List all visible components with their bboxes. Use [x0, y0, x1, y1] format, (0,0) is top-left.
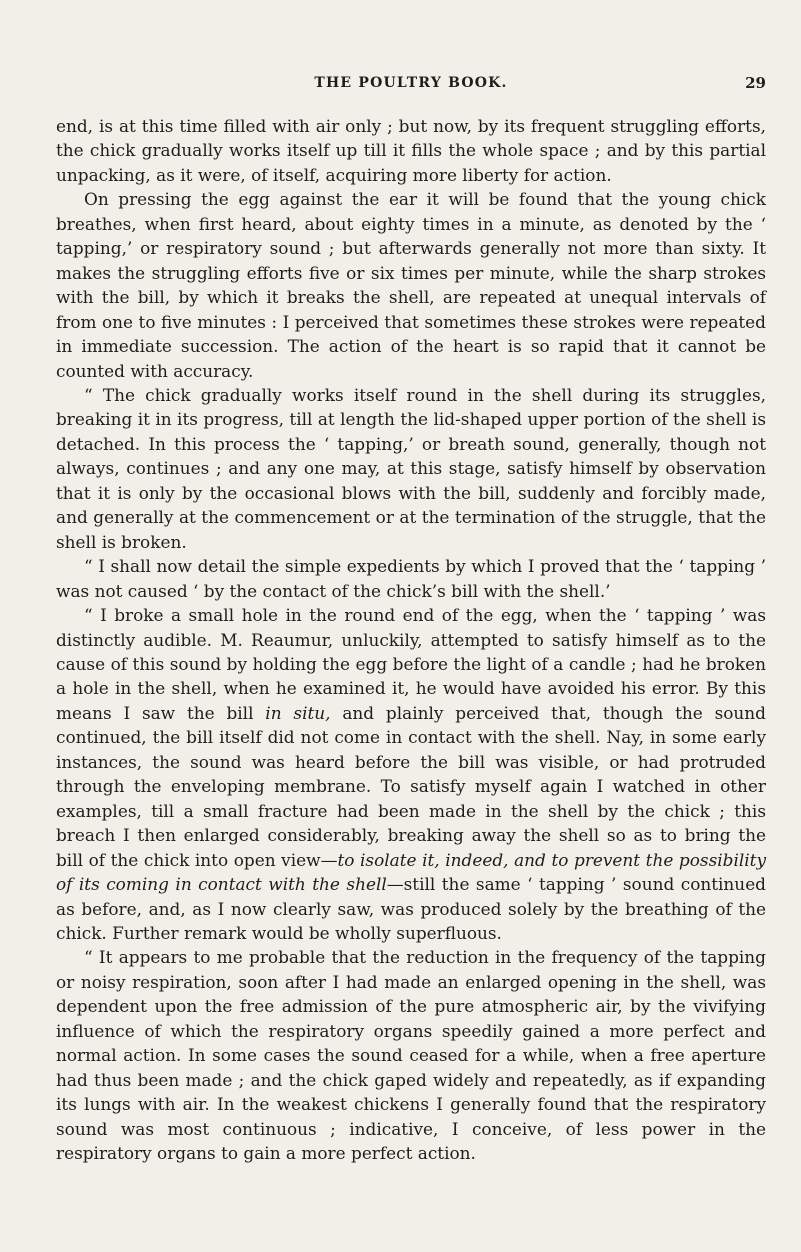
running-title: THE POULTRY BOOK. — [314, 75, 508, 91]
paragraph-breathing: On pressing the egg against the ear it will be found that the young chick breathes, when first heard, about eighty times in a minute, as denoted by the ‘ tapping,’ or respiratory sound ; but afterwards generally not more than sixty. It makes the struggling efforts five or six times per minute, while the sharp strokes with the bill, by which it breaks the shell, are repeated at unequal intervals of from one to five minutes : I perceived that sometimes these strokes were repeated in immediate succession. The action of the heart is so rapid that it cannot be counted with accuracy. — [56, 189, 766, 381]
paragraph-continuation: end, is at this time filled with air only ; but now, by its frequent struggling efforts, the chick gradually works itself up till it fills the whole space ; and by this partial unpacking, as it were, of itself, acquiring more liberty for action. — [56, 116, 766, 185]
page-header — [56, 75, 766, 97]
italic-in-situ: in situ, — [265, 702, 331, 723]
paragraph-expedients: “ I shall now detail the simple expedients by which I proved that the ‘ tapping ’ was not caused ‘ by the contact of the chick’s bill with the shell.’ — [56, 556, 766, 601]
italic-isolate-phrase: to isolate it, indeed, and to prevent the possibility of its coming in contact with the shell — [56, 849, 766, 895]
paragraph-experiment-part-1: “ I broke a small hole in the round end of the egg, when the ‘ tapping ’ was distinctly audible. M. Reaumur, unluckily, attempted to satisfy himself as to the cause of this sound by holding the egg before the light of a candle ; had he broken a hole in the shell, when he examined it, he would have avoided his error. By this means I saw the bill — [56, 605, 766, 723]
paragraph-shell-breaking: “ The chick gradually works itself round in the shell during its struggles, breaking it in its progress, till at length the lid-shaped upper portion of the shell is detached. In this process the ‘ tapping,’ or breath sound, generally, though not always, continues ; and any one may, at this stage, satisfy himself by observation that it is only by the occasional blows with the bill, suddenly and forcibly made, and generally at the commencement or at the termination of the struggle, that the shell is broken. — [56, 384, 766, 552]
paragraph-experiment-part-3: —still the same ‘ tapping ’ sound continued as before, and, as I now clearly saw, was produced solely by the breathing of the chick. Further remark would be wholly superfluous. — [56, 874, 766, 943]
page-number: 29 — [745, 74, 766, 92]
body-text — [56, 114, 766, 1165]
paragraph-respiration: “ It appears to me probable that the reduction in the frequency of the tapping or noisy respiration, soon after I had made an enlarged opening in the shell, was dependent upon the free admission of the pure atmospheric air, by the vivifying influence of which the respiratory organs speedily gained a more perfect and normal action. In some cases the sound ceased for a while, when a free aperture had thus been made ; and the chick gaped widely and repeatedly, as if expanding its lungs with air. In the weakest chickens I generally found that the respiratory sound was most continuous ; indicative, I conceive, of less power in the respiratory organs to gain a more perfect action. — [56, 947, 766, 1164]
paragraph-experiment-part-2: and plainly perceived that, though the sound continued, the bill itself did not come in contact with the shell. Nay, in some early instances, the sound was heard before the bill was visible, or had protruded through the enveloping membrane. To satisfy myself again I watched in other examples, till a small fracture had been made in the shell by the chick ; this breach I then enlarged considerably, breaking away the shell so as to bring the bill of the chick into open view— — [56, 702, 766, 870]
paragraph-experiment — [56, 603, 766, 945]
